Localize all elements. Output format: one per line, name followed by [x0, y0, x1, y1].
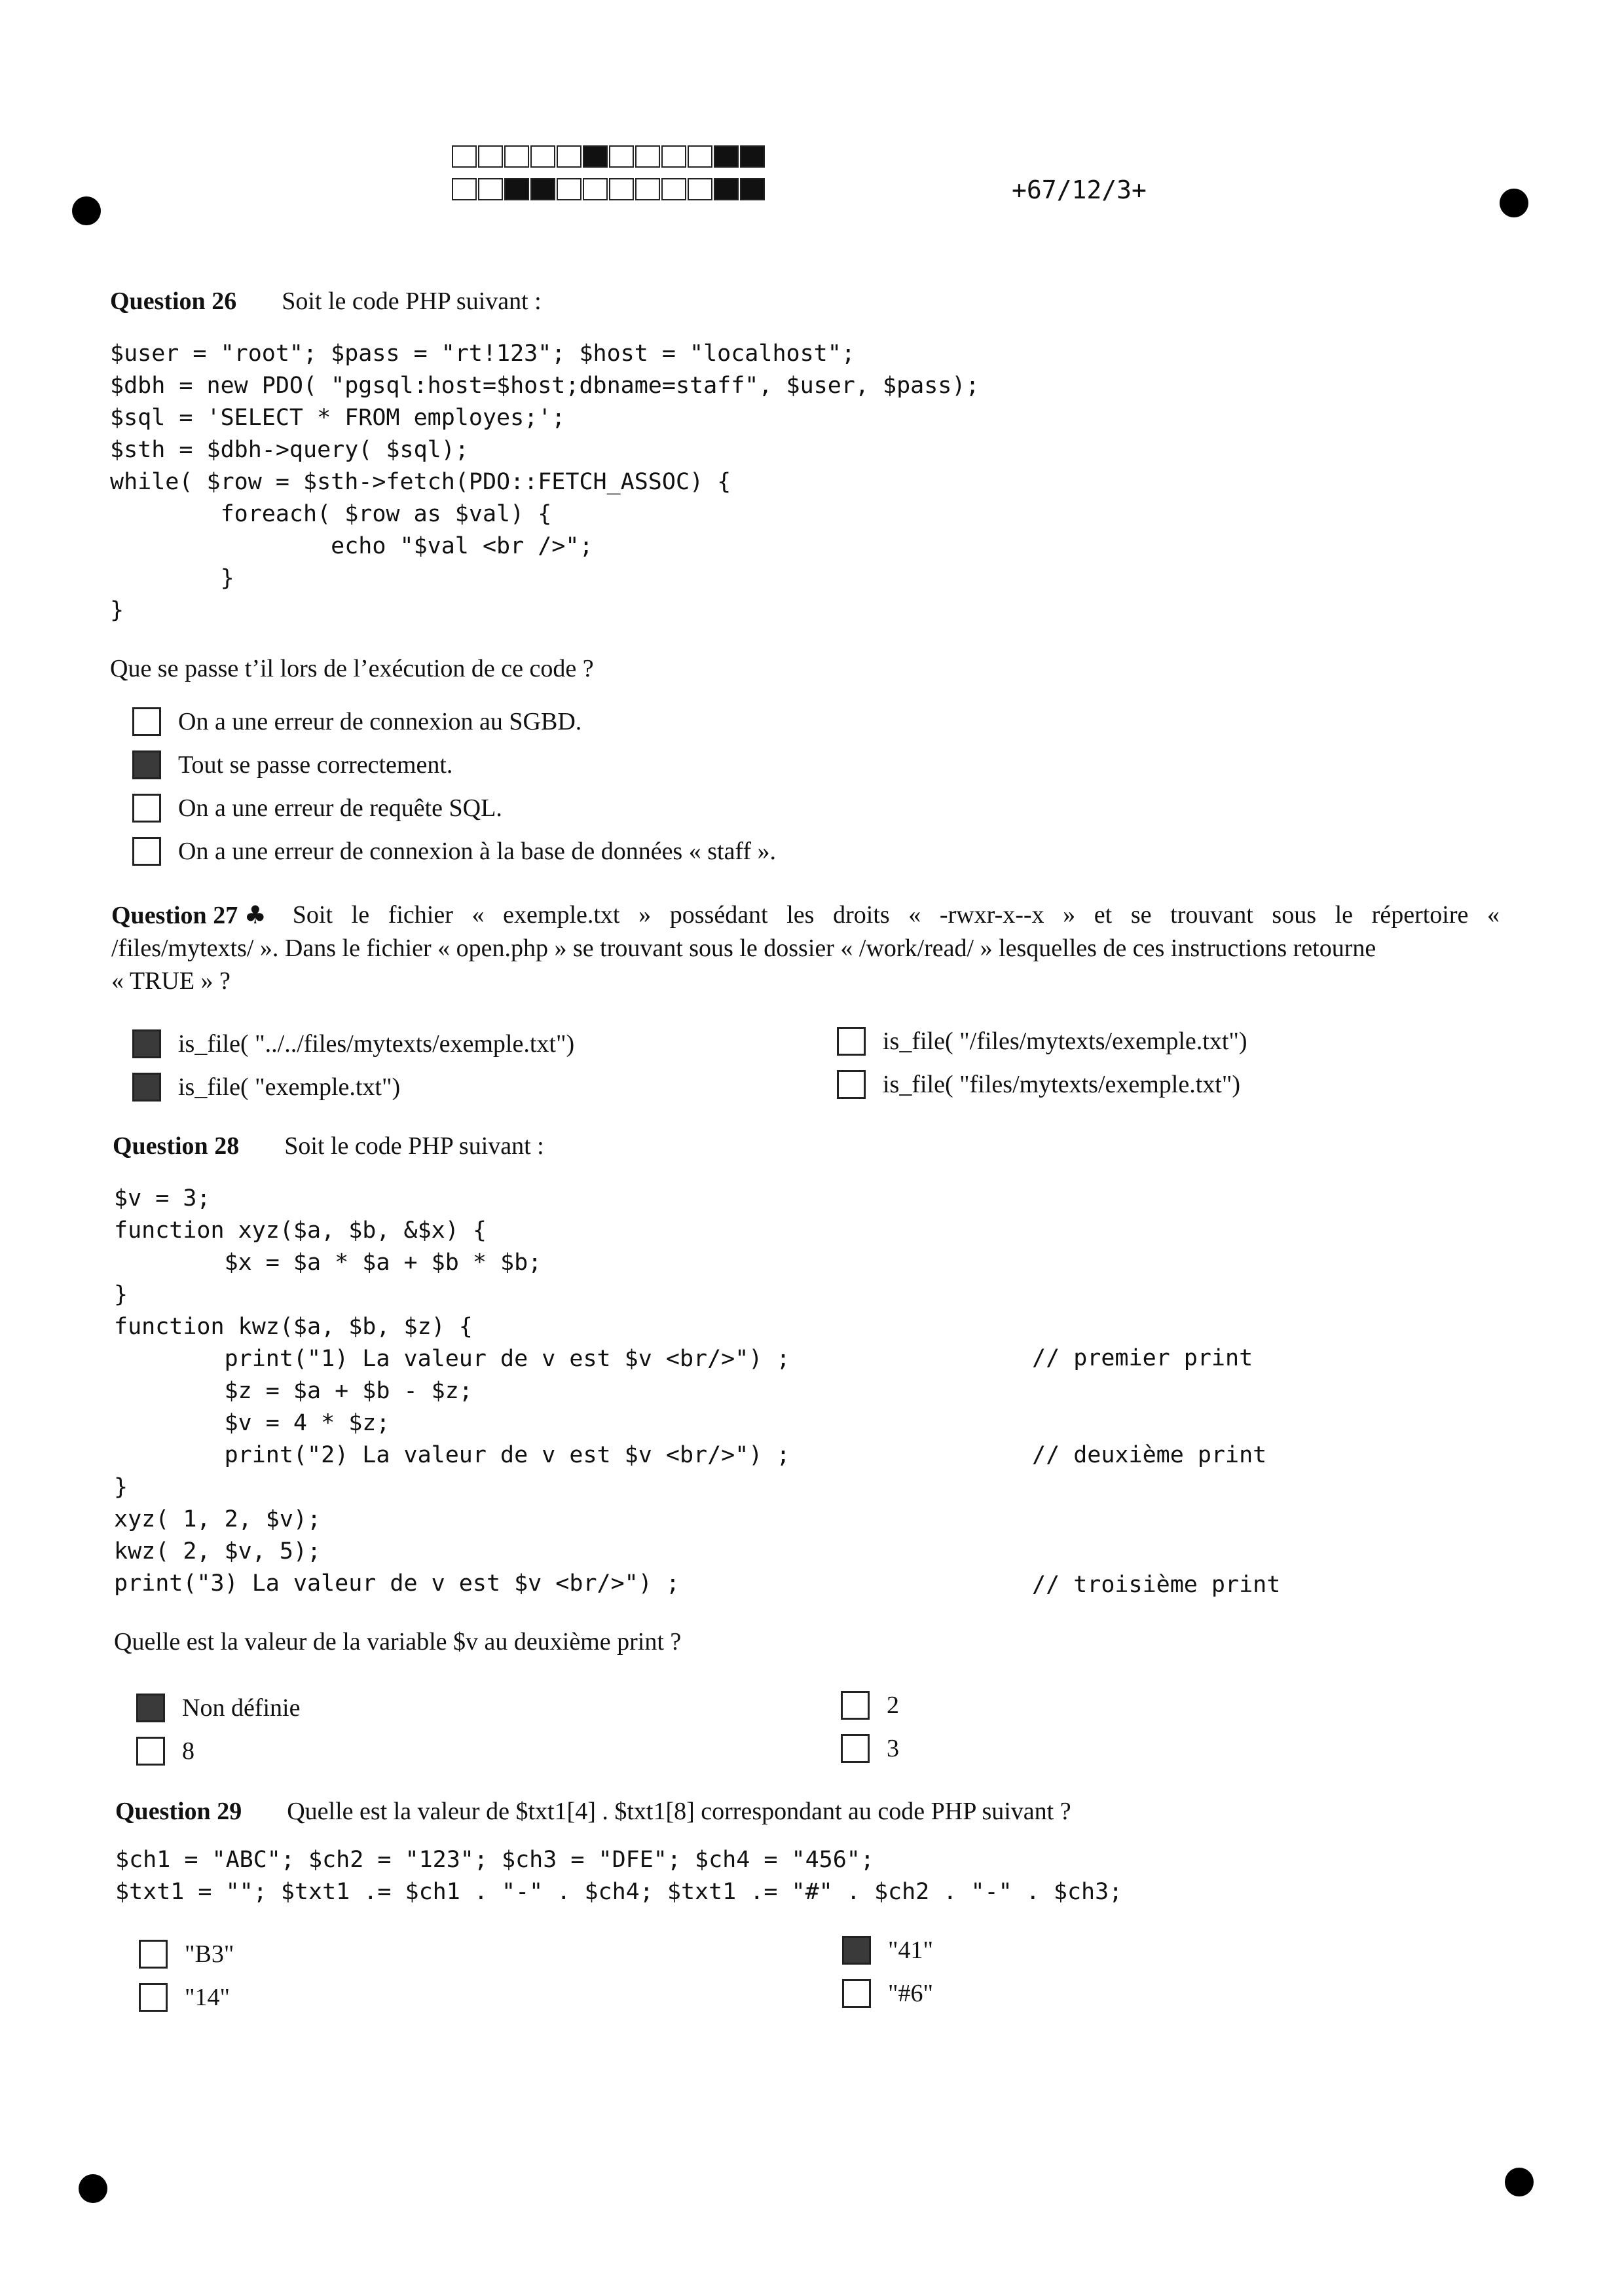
q26-intro: Soit le code PHP suivant : [282, 287, 542, 315]
q27-option-3-label: is_file( "/files/mytexts/exemple.txt") [883, 1028, 1247, 1055]
q27-option-4[interactable] [837, 1070, 1240, 1099]
q26-code-block: $user = "root"; $pass = "rt!123"; $host = "localhost"; $dbh = new PDO( "pgsql:host=$host;dbname=staff", $user, $pass); $sql = 'SELECT * FROM employes;'; $sth = $dbh->query( $sql); while( $row = $sth->fetch(PDO::FETCH_ASSOC) { foreach( $row as $val) { echo "$val <br />"; } } [110, 341, 980, 623]
q27-option-3[interactable] [837, 1027, 1247, 1056]
id-grid-cell [714, 178, 739, 200]
q28-option-4-checkbox[interactable] [841, 1734, 870, 1763]
q29-option-1-checkbox[interactable] [139, 1940, 168, 1969]
q28-comment-troisieme: // troisième print [1032, 1572, 1281, 1598]
registration-mark-bottom-left [79, 2174, 107, 2203]
id-grid-cell [609, 145, 634, 168]
q27-option-3-checkbox[interactable] [837, 1027, 866, 1056]
q29-option-1[interactable] [139, 1940, 234, 1969]
q29-option-4-checkbox[interactable] [842, 1979, 871, 2008]
id-grid-cell [504, 178, 529, 200]
q26-option-1-label: On a une erreur de connexion au SGBD. [178, 708, 582, 735]
q26-option-1-checkbox[interactable] [132, 707, 161, 736]
q29-label: Question 29 [115, 1798, 242, 1825]
q28-option-3[interactable] [841, 1691, 899, 1720]
q29-option-4[interactable] [842, 1979, 933, 2008]
q26-option-4[interactable] [132, 837, 776, 866]
q27-text [111, 898, 1500, 997]
q27-option-2-label: is_file( "exemple.txt") [178, 1073, 401, 1101]
q28-intro: Soit le code PHP suivant : [284, 1132, 544, 1160]
q27-text-line-2: /files/mytexts/ ». Dans le fichier « open.php » se trouvant sous le dossier « /work/read/ » lesquelles de ces instructions retourne [111, 935, 1376, 962]
q26-option-2-checkbox[interactable] [132, 750, 161, 779]
q27-option-1[interactable] [132, 1029, 574, 1058]
id-grid-cell [557, 145, 581, 168]
q26-title [110, 287, 542, 316]
q26-option-4-label: On a une erreur de connexion à la base de données « staff ». [178, 838, 777, 865]
q27-option-4-label: is_file( "files/mytexts/exemple.txt") [883, 1071, 1241, 1098]
q28-option-1[interactable] [136, 1694, 300, 1722]
q29-title [115, 1797, 1071, 1826]
q26-option-4-checkbox[interactable] [132, 837, 161, 866]
q28-option-3-label: 2 [887, 1692, 899, 1719]
id-grid-cell [688, 145, 712, 168]
q26-option-3[interactable] [132, 794, 502, 823]
q29-option-3-checkbox[interactable] [842, 1936, 871, 1965]
q28-option-4[interactable] [841, 1734, 899, 1763]
q27-option-1-checkbox[interactable] [132, 1029, 161, 1058]
q28-option-2-checkbox[interactable] [136, 1737, 165, 1766]
q28-option-4-label: 3 [887, 1735, 899, 1762]
q27-option-2[interactable] [132, 1073, 400, 1102]
q29-option-3-label: "41" [888, 1936, 934, 1964]
q27-text-line-3: « TRUE » ? [111, 967, 231, 995]
id-grid-cell [661, 178, 686, 200]
id-grid-cell [740, 178, 765, 200]
q26-option-2[interactable] [132, 750, 452, 779]
id-grid-cell [688, 178, 712, 200]
q26-option-1[interactable] [132, 707, 581, 736]
student-id-grid-row-1 [452, 145, 766, 168]
q28-question: Quelle est la valeur de la variable $v au deuxième print ? [114, 1628, 682, 1656]
q28-label: Question 28 [113, 1132, 240, 1160]
q26-option-3-label: On a une erreur de requête SQL. [178, 794, 502, 822]
q28-title [113, 1132, 544, 1160]
id-grid-cell [478, 145, 503, 168]
q26-label: Question 26 [110, 287, 237, 315]
q29-option-1-label: "B3" [185, 1940, 234, 1968]
q27-option-2-checkbox[interactable] [132, 1073, 161, 1102]
id-grid-cell [478, 178, 503, 200]
id-grid-cell [504, 145, 529, 168]
id-grid-cell [557, 178, 581, 200]
q28-option-2[interactable] [136, 1737, 194, 1766]
q28-option-3-checkbox[interactable] [841, 1691, 870, 1720]
id-grid-cell [583, 145, 608, 168]
q27-label: Question 27 [111, 902, 238, 929]
q26-question: Que se passe t’il lors de l’exécution de ce code ? [110, 655, 594, 682]
id-grid-cell [583, 178, 608, 200]
q28-code-block: $v = 3; function xyz($a, $b, &$x) { $x = $a * $a + $b * $b; } function kwz($a, $b, $z) { print("1) La valeur de v est $v <br/>") ; $z = $a + $b - $z; $v = 4 * $z; print("2) La valeur de v est $v <br/>") ; } xyz( 1, 2, $v); kwz( 2, $v, 5); print("3) La valeur de v est $v <br/>") ; [114, 1185, 790, 1597]
club-icon: ♣ [244, 900, 267, 929]
q27-option-4-checkbox[interactable] [837, 1070, 866, 1099]
id-grid-cell [740, 145, 765, 168]
q27-text-line-1: Soit le fichier « exemple.txt » possédant les droits « -rwxr-x--x » et se trouvant sous le répertoire « [292, 901, 1500, 929]
q29-option-2-label: "14" [185, 1984, 231, 2011]
q29-intro: Quelle est la valeur de $txt1[4] . $txt1[8] correspondant au code PHP suivant ? [287, 1798, 1071, 1825]
id-grid-cell [661, 145, 686, 168]
q29-option-3[interactable] [842, 1936, 933, 1965]
q27-option-1-label: is_file( "../../files/mytexts/exemple.txt") [178, 1030, 575, 1058]
q29-code-block: $ch1 = "ABC"; $ch2 = "123"; $ch3 = "DFE"; $ch4 = "456"; $txt1 = ""; $txt1 .= $ch1 . "-" . $ch4; $txt1 .= "#" . $ch2 . "-" . $ch3; [115, 1847, 1123, 1905]
q28-comment-premier: // premier print [1032, 1345, 1253, 1371]
q28-option-1-checkbox[interactable] [136, 1694, 165, 1722]
id-grid-cell [635, 178, 660, 200]
page-code: +67/12/3+ [1012, 176, 1147, 204]
id-grid-cell [452, 178, 477, 200]
q26-option-2-label: Tout se passe correctement. [178, 751, 453, 779]
q29-option-4-label: "#6" [888, 1980, 934, 2007]
q29-option-2[interactable] [139, 1983, 230, 2012]
id-grid-cell [609, 178, 634, 200]
q28-option-2-label: 8 [182, 1737, 194, 1765]
id-grid-cell [530, 178, 555, 200]
registration-mark-bottom-right [1505, 2168, 1534, 2196]
id-grid-cell [530, 145, 555, 168]
id-grid-cell [714, 145, 739, 168]
q28-comment-deuxieme: // deuxième print [1032, 1442, 1267, 1468]
q26-option-3-checkbox[interactable] [132, 794, 161, 823]
q29-option-2-checkbox[interactable] [139, 1983, 168, 2012]
registration-mark-top-left [72, 196, 101, 225]
id-grid-cell [635, 145, 660, 168]
q28-option-1-label: Non définie [182, 1694, 301, 1722]
id-grid-cell [452, 145, 477, 168]
registration-mark-top-right [1500, 189, 1528, 217]
student-id-grid-row-2 [452, 178, 766, 200]
